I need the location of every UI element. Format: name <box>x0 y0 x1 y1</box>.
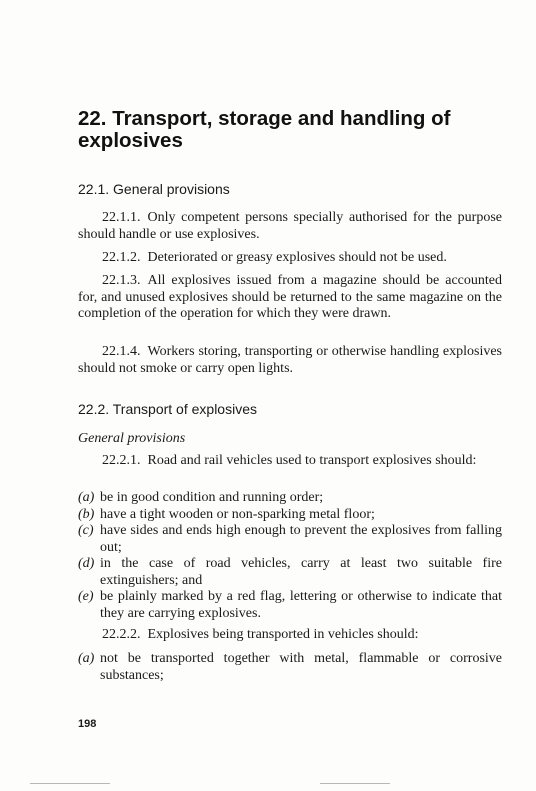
list-item-text: have sides and ends high enough to prevent the explosives from falling out; <box>100 523 502 555</box>
chapter-title: 22. Transport, storage and handling of explosives <box>78 107 451 152</box>
list-item-mark: (a) <box>78 651 95 666</box>
list-item-mark: (e) <box>78 589 94 604</box>
list-item-22-2-1-c <box>78 523 502 556</box>
list-item-22-2-1-b <box>78 507 502 524</box>
paragraph-22-1-4: 22.1.4. Workers storing, transporting or otherwise handling explosives should not smoke or carry open lights. <box>78 344 502 376</box>
paragraph-22-2-1: 22.2.1. Road and rail vehicles used to transport explosives should: <box>102 453 477 468</box>
list-item-22-2-1-a <box>78 490 502 507</box>
page-number: 198 <box>78 718 97 730</box>
paragraph-22-2-2: 22.2.2. Explosives being transported in vehicles should: <box>102 627 419 642</box>
section-heading-transport: 22.2. Transport of explosives <box>78 401 257 417</box>
section-heading-general-provisions: 22.1. General provisions <box>78 181 230 197</box>
list-item-mark: (b) <box>78 507 95 522</box>
list-item-text: not be transported together with metal, flammable or corrosive substances; <box>100 651 502 683</box>
list-item-mark: (c) <box>78 523 94 538</box>
scan-artifact-line <box>320 783 390 784</box>
list-item-text: be in good condition and running order; <box>100 490 324 505</box>
paragraph-22-1-2: 22.1.2. Deteriorated or greasy explosives should not be used. <box>102 250 447 265</box>
list-item-22-2-1-d <box>78 556 502 589</box>
list-item-22-2-1-e <box>78 589 502 622</box>
list-item-mark: (a) <box>78 490 95 505</box>
list-item-text: have a tight wooden or non-sparking metal floor; <box>100 507 375 522</box>
paragraph-22-1-3: 22.1.3. All explosives issued from a magazine should be accounted for, and unused explosives should be returned to the same magazine on the completion of the operation for which they were drawn. <box>78 273 502 321</box>
paragraph-22-1-1: 22.1.1. Only competent persons specially authorised for the purpose should handle or use explosives. <box>78 210 502 242</box>
list-item-text: be plainly marked by a red flag, lettering or otherwise to indicate that they are carrying explosives. <box>100 589 502 621</box>
list-item-22-2-2-a <box>78 651 502 684</box>
scan-artifact-line <box>30 783 110 784</box>
list-item-mark: (d) <box>78 556 95 571</box>
list-item-text: in the case of road vehicles, carry at least two suitable fire extinguishers; and <box>100 556 502 588</box>
subheading-general-provisions: General provisions <box>78 431 186 446</box>
